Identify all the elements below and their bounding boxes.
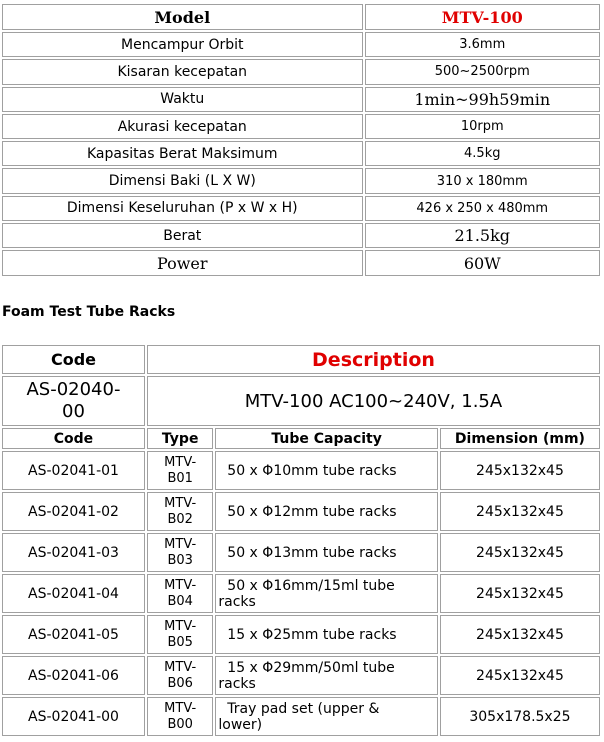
spec-value: 426 x 250 x 480mm: [365, 196, 600, 221]
rack-type: [147, 656, 213, 695]
spec-label: Power: [2, 250, 363, 275]
rack-code: AS-02041-05: [2, 615, 145, 654]
rack-capacity-line2: racks: [218, 593, 256, 610]
rack-type-line2: B00: [167, 716, 193, 732]
rack-capacity-line1: 50 x Φ13mm tube racks: [227, 544, 397, 561]
spec-row: [2, 168, 600, 193]
rack-dimension: 245x132x45: [440, 451, 600, 490]
table-row: [2, 615, 600, 654]
rack-capacity-line1: Tray pad set (upper &: [227, 700, 380, 717]
spec-value: 4.5kg: [365, 141, 600, 166]
section-title: Foam Test Tube Racks: [2, 304, 176, 320]
rack-code: AS-02041-01: [2, 451, 145, 490]
rack-capacity: [215, 451, 438, 490]
rack-type-line2: B03: [167, 552, 193, 568]
rack-capacity: [215, 492, 438, 531]
rack-dimension: 245x132x45: [440, 492, 600, 531]
rack-capacity: [215, 656, 438, 695]
specs-table: [0, 2, 602, 278]
spec-row: [2, 223, 600, 248]
model-code: [2, 376, 145, 426]
spec-value: 3.6mm: [365, 32, 600, 57]
rack-type-line1: MTV-: [164, 495, 197, 511]
specs-header-row: [2, 4, 600, 30]
table-row: [2, 533, 600, 572]
model-description: MTV-100 AC100~240V, 1.5A: [147, 376, 600, 426]
spec-row: [2, 196, 600, 221]
racks-column-header-row: [2, 428, 600, 449]
rack-dimension: 245x132x45: [440, 656, 600, 695]
rack-code: AS-02041-03: [2, 533, 145, 572]
rack-capacity: [215, 697, 438, 736]
racks-top-header-row: [2, 345, 600, 374]
spec-row: [2, 114, 600, 139]
column-type: Type: [147, 428, 213, 449]
rack-type: [147, 697, 213, 736]
rack-capacity: [215, 533, 438, 572]
rack-capacity-line1: 15 x Φ29mm/50ml tube: [227, 659, 395, 676]
rack-type-line1: MTV-: [164, 577, 197, 593]
rack-capacity: [215, 574, 438, 613]
rack-capacity-line2: racks: [218, 675, 256, 692]
rack-type-line2: B05: [167, 634, 193, 650]
spec-value: 10rpm: [365, 114, 600, 139]
rack-type: [147, 533, 213, 572]
spec-label: Kisaran kecepatan: [2, 59, 363, 84]
rack-type-line1: MTV-: [164, 700, 197, 716]
table-row: [2, 492, 600, 531]
column-dimension: Dimension (mm): [440, 428, 600, 449]
spec-row: [2, 59, 600, 84]
table-row: [2, 656, 600, 695]
description-header: Description: [147, 345, 600, 374]
rack-type-line2: B01: [167, 470, 193, 486]
rack-code: AS-02041-06: [2, 656, 145, 695]
spec-value: 1min~99h59min: [365, 87, 600, 112]
rack-type-line1: MTV-: [164, 536, 197, 552]
rack-type-line2: B04: [167, 593, 193, 609]
column-code: Code: [2, 428, 145, 449]
spec-row: [2, 250, 600, 275]
spec-row: [2, 87, 600, 112]
rack-capacity-line2: lower): [218, 716, 263, 733]
spec-row: [2, 141, 600, 166]
spec-row: [2, 32, 600, 57]
rack-type: [147, 574, 213, 613]
spec-label: Dimensi Baki (L X W): [2, 168, 363, 193]
rack-dimension: 245x132x45: [440, 574, 600, 613]
specs-header-label: Model: [2, 4, 363, 30]
spec-label: Mencampur Orbit: [2, 32, 363, 57]
rack-type-line2: B02: [167, 511, 193, 527]
spec-label: Kapasitas Berat Maksimum: [2, 141, 363, 166]
rack-type: [147, 451, 213, 490]
rack-type: [147, 492, 213, 531]
rack-code: AS-02041-00: [2, 697, 145, 736]
spec-label: Waktu: [2, 87, 363, 112]
table-row: [2, 697, 600, 736]
rack-type-line2: B06: [167, 675, 193, 691]
rack-capacity-line1: 50 x Φ16mm/15ml tube: [227, 577, 395, 594]
rack-dimension: 305x178.5x25: [440, 697, 600, 736]
spec-label: Dimensi Keseluruhan (P x W x H): [2, 196, 363, 221]
table-row: [2, 451, 600, 490]
spec-label: Berat: [2, 223, 363, 248]
rack-capacity: [215, 615, 438, 654]
spec-value: 60W: [365, 250, 600, 275]
rack-capacity-line1: 50 x Φ10mm tube racks: [227, 462, 397, 479]
spec-value: 310 x 180mm: [365, 168, 600, 193]
racks-table: [0, 343, 602, 738]
rack-code: AS-02041-02: [2, 492, 145, 531]
rack-type: [147, 615, 213, 654]
spec-value: 21.5kg: [365, 223, 600, 248]
rack-type-line1: MTV-: [164, 618, 197, 634]
spec-value: 500~2500rpm: [365, 59, 600, 84]
model-code-line1: AS-02040-: [26, 379, 121, 400]
rack-type-line1: MTV-: [164, 454, 197, 470]
specs-header-value: MTV-100: [365, 4, 600, 30]
spec-label: Akurasi kecepatan: [2, 114, 363, 139]
rack-dimension: 245x132x45: [440, 615, 600, 654]
rack-code: AS-02041-04: [2, 574, 145, 613]
rack-capacity-line1: 50 x Φ12mm tube racks: [227, 503, 397, 520]
rack-dimension: 245x132x45: [440, 533, 600, 572]
rack-type-line1: MTV-: [164, 659, 197, 675]
rack-capacity-line1: 15 x Φ25mm tube racks: [227, 626, 397, 643]
column-capacity: Tube Capacity: [215, 428, 438, 449]
table-row: [2, 574, 600, 613]
code-header: Code: [2, 345, 145, 374]
model-code-line2: 00: [62, 401, 85, 422]
model-row: [2, 376, 600, 426]
